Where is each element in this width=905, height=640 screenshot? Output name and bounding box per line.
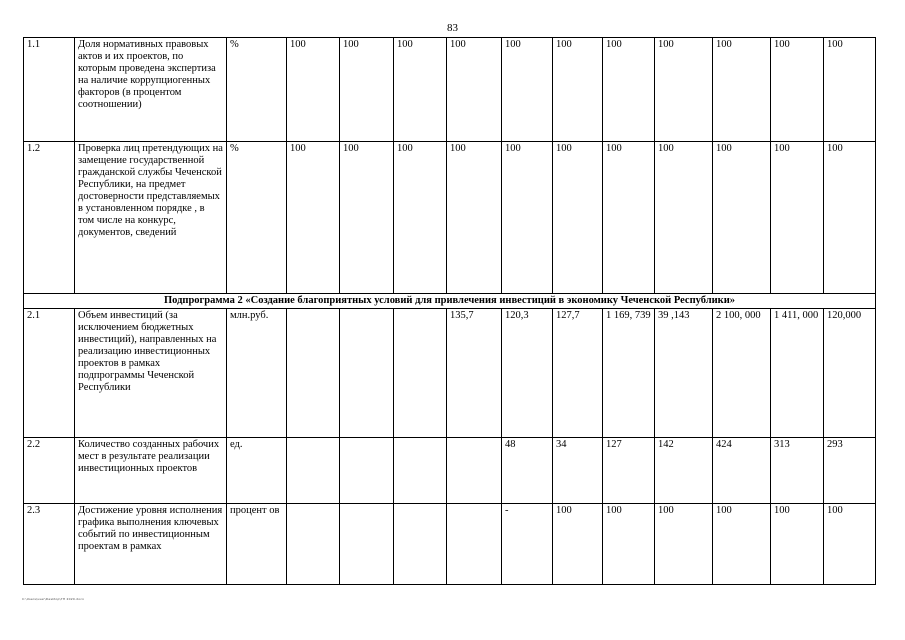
value-cell	[340, 438, 394, 504]
value-cell: 100	[553, 504, 603, 585]
value-cell: 100	[553, 142, 603, 294]
unit-cell: млн.руб.	[227, 309, 287, 438]
value-cell: 100	[502, 38, 553, 142]
value-cell	[287, 309, 340, 438]
value-cell: 120,000	[824, 309, 876, 438]
value-cell: 127	[603, 438, 655, 504]
value-cell: 100	[502, 142, 553, 294]
value-cell: 100	[340, 142, 394, 294]
value-cell: 100	[287, 142, 340, 294]
value-cell	[287, 504, 340, 585]
row-number-cell: 2.3	[24, 504, 75, 585]
value-cell: 100	[655, 142, 713, 294]
value-cell: 142	[655, 438, 713, 504]
value-cell	[447, 504, 502, 585]
value-cell: -	[502, 504, 553, 585]
value-cell: 34	[553, 438, 603, 504]
indicator-name-cell: Количество созданных рабочих мест в результате реализации инвестиционных проектов	[75, 438, 227, 504]
value-cell	[340, 309, 394, 438]
value-cell	[447, 438, 502, 504]
value-cell: 100	[340, 38, 394, 142]
page-number: 83	[447, 22, 458, 34]
value-cell: 100	[824, 142, 876, 294]
section-row-group	[24, 294, 876, 309]
section-header-row	[24, 294, 876, 309]
value-cell: 100	[771, 38, 824, 142]
value-cell: 100	[824, 504, 876, 585]
table-row	[24, 504, 876, 585]
value-cell: 100	[447, 38, 502, 142]
unit-cell: %	[227, 142, 287, 294]
value-cell: 100	[771, 142, 824, 294]
value-cell: 313	[771, 438, 824, 504]
table-body-top	[24, 38, 876, 294]
table-row	[24, 38, 876, 142]
row-number-cell: 2.2	[24, 438, 75, 504]
value-cell: 100	[447, 142, 502, 294]
value-cell: 100	[655, 38, 713, 142]
row-number-cell: 1.1	[24, 38, 75, 142]
value-cell: 100	[655, 504, 713, 585]
row-number-cell: 2.1	[24, 309, 75, 438]
value-cell	[394, 309, 447, 438]
value-cell: 293	[824, 438, 876, 504]
value-cell: 100	[603, 142, 655, 294]
table-row	[24, 438, 876, 504]
value-cell	[340, 504, 394, 585]
value-cell: 100	[603, 504, 655, 585]
indicator-name-cell: Достижение уровня исполнения графика выполнения ключевых событий по инвестиционным проектам в рамках	[75, 504, 227, 585]
value-cell: 39 ,143	[655, 309, 713, 438]
value-cell: 100	[394, 38, 447, 142]
value-cell	[394, 504, 447, 585]
table-row	[24, 142, 876, 294]
value-cell: 100	[553, 38, 603, 142]
indicator-name-cell: Доля нормативных правовых актов и их проектов, по которым проведена экспертиза на наличие коррупциогенных факторов (в процентом соотношении)	[75, 38, 227, 142]
value-cell: 127,7	[553, 309, 603, 438]
value-cell: 100	[713, 38, 771, 142]
unit-cell: ед.	[227, 438, 287, 504]
value-cell: 1 411, 000	[771, 309, 824, 438]
row-number-cell: 1.2	[24, 142, 75, 294]
value-cell: 100	[771, 504, 824, 585]
value-cell: 100	[394, 142, 447, 294]
indicators-table	[23, 37, 876, 585]
value-cell: 100	[713, 142, 771, 294]
table-body-bottom	[24, 309, 876, 585]
value-cell	[394, 438, 447, 504]
unit-cell: процент ов	[227, 504, 287, 585]
value-cell: 424	[713, 438, 771, 504]
value-cell: 100	[824, 38, 876, 142]
value-cell: 2 100, 000	[713, 309, 771, 438]
value-cell: 100	[287, 38, 340, 142]
value-cell: 1 169, 739	[603, 309, 655, 438]
table-row	[24, 309, 876, 438]
value-cell: 48	[502, 438, 553, 504]
value-cell: 100	[713, 504, 771, 585]
footer-path: C:\Users\user\Desktop\ГП 2020.docx	[22, 597, 85, 601]
indicator-name-cell: Проверка лиц претендующих на замещение государственной гражданской службы Чеченской Республики, на предмет достоверности представляемых в установленном порядке , в том числе на конкурс, документов, сведений	[75, 142, 227, 294]
unit-cell: %	[227, 38, 287, 142]
value-cell	[287, 438, 340, 504]
value-cell: 135,7	[447, 309, 502, 438]
indicator-name-cell: Объем инвестиций (за исключением бюджетных инвестиций), направленных на реализацию инвестиционных проектов в рамках подпрограммы Чеченской Республики	[75, 309, 227, 438]
value-cell: 120,3	[502, 309, 553, 438]
value-cell: 100	[603, 38, 655, 142]
section-header: Подпрограмма 2 «Создание благоприятных условий для привлечения инвестиций в экономику Чеченской Республики»	[24, 294, 876, 309]
